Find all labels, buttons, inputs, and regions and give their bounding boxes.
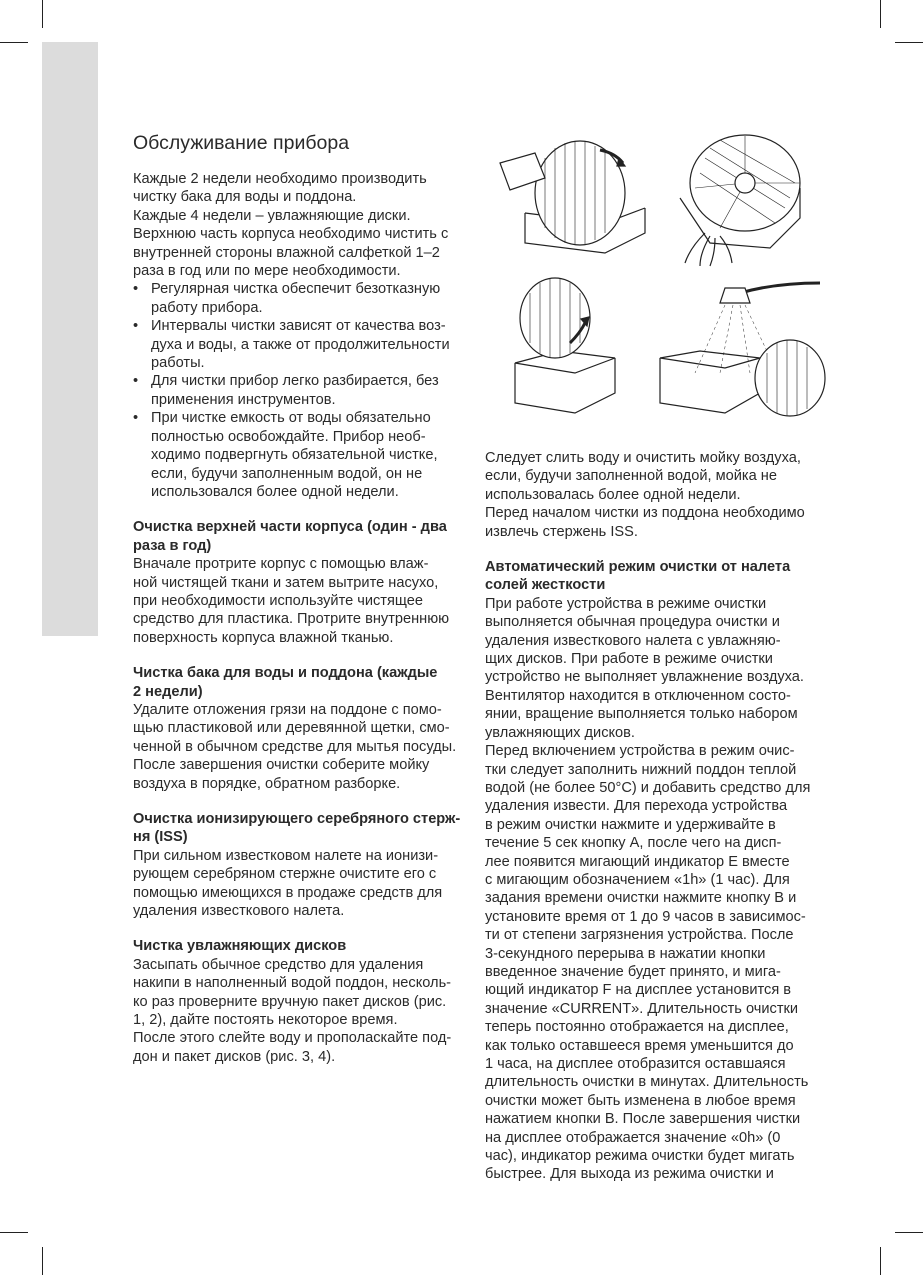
crop-mark — [895, 1232, 923, 1233]
text-line: После завершения очистки соберите мойку — [133, 757, 430, 774]
text-line: выполняется обычная процедура очистки и — [485, 614, 780, 631]
text-line: Следует слить воду и очистить мойку воздуха, — [485, 450, 801, 466]
text-line: быстрее. Для выхода из режима очистки и — [485, 1166, 774, 1183]
text-line: дон и пакет дисков (рис. 3, 4). — [133, 1048, 336, 1065]
text-line: 1, 2), дайте постоять некоторое время. — [133, 1012, 398, 1029]
text-line: Перед началом чистки из поддона необходимо — [485, 505, 805, 522]
text-line: раза в год или по мере необходимости. — [133, 263, 401, 280]
section-heading: Автоматический режим очистки от налета — [485, 559, 791, 576]
text-line: ко раз проверните вручную пакет дисков (рис. — [133, 993, 447, 1010]
section-heading: Очистка верхней части корпуса (один - два — [133, 519, 447, 536]
text-line: 1 часа, на дисплее отобразится оставшаяся — [485, 1056, 786, 1072]
text-line: удаления известкового налета. — [133, 903, 345, 920]
text-line: если, будучи заполненным водой, он не — [151, 465, 423, 482]
text-line: устройство не выполняет увлажнение воздуха. — [485, 669, 804, 686]
section-heading: Очистка ионизирующего серебряного стерж- — [133, 811, 461, 827]
text-line: использовалась более одной недели. — [485, 486, 741, 503]
text-line: работу прибора. — [151, 299, 263, 316]
text-line: Засыпать обычное средство для удаления — [133, 956, 424, 973]
text-line: Интервалы чистки зависят от качества воз- — [151, 318, 446, 335]
section-heading: ня (ISS) — [133, 829, 188, 846]
text-line: Каждые 2 недели необходимо производить — [133, 171, 427, 187]
text-line: извлечь стержень ISS. — [485, 523, 638, 540]
bullet-icon: • — [133, 373, 139, 390]
crop-mark — [42, 0, 43, 28]
figure-2-disc-draining — [660, 128, 830, 268]
page-title: Обслуживание прибора — [133, 132, 350, 154]
text-line: удаления известкового налета с увлажняю- — [485, 632, 781, 649]
left-column — [133, 131, 478, 1066]
text-line: ющий индикатор F на дисплее установится в — [485, 982, 792, 999]
text-line: При работе устройства в режиме очистки — [485, 595, 767, 612]
text-line: введенное значение будет принято, и мига- — [485, 963, 781, 980]
text-line: После этого слейте воду и прополаскайте под- — [133, 1030, 452, 1047]
crop-mark — [0, 1232, 28, 1233]
text-line: Для чистки прибор легко разбирается, без — [151, 373, 439, 390]
text-line: если, будучи заполненной водой, мойка не — [485, 468, 777, 485]
intro-paragraph — [133, 170, 478, 280]
text-line: полностью освобождайте. Прибор необ- — [151, 428, 426, 445]
text-line: при необходимости используйте чистящее — [133, 592, 423, 609]
text-line: задания времени очистки нажмите кнопку B и — [485, 890, 797, 907]
text-line: ходимо подвергнуть обязательной чистке, — [151, 447, 438, 464]
text-line: длительность очистки в минутах. Длительность — [485, 1074, 809, 1091]
text-line: Регулярная чистка обеспечит безотказную — [151, 281, 441, 298]
section-auto-descaling — [485, 558, 830, 1184]
text-line: лее появится мигающий индикатор E вместе — [485, 853, 790, 870]
text-line: Верхнюю часть корпуса необходимо чистить с — [133, 226, 449, 243]
text-line: водой (не более 50°C) и добавить средство для — [485, 779, 811, 796]
crop-mark — [42, 1247, 43, 1275]
section-top-housing — [133, 518, 478, 647]
text-line: ной чистящей ткани и затем вытрите насухо, — [133, 574, 439, 591]
text-line: воздуха в порядке, обратном разборке. — [133, 775, 401, 792]
text-line: При сильном известковом налете на ионизи- — [133, 847, 439, 864]
crop-mark — [880, 0, 881, 28]
text-line: Вентилятор находится в отключенном состо- — [485, 687, 791, 704]
section-iss-rod — [133, 810, 478, 920]
text-line: чистку бака для воды и поддона. — [133, 189, 357, 206]
section-water-tank — [133, 664, 478, 793]
section-heading: Чистка увлажняющих дисков — [133, 938, 347, 955]
text-line: 3-секундного перерыва в нажатии кнопки — [485, 945, 766, 962]
bullet-icon: • — [133, 410, 139, 427]
text-line: духа и воды, а также от продолжительности — [151, 336, 450, 353]
text-line: тки следует заполнить нижний поддон теплой — [485, 761, 797, 778]
bullet-icon: • — [133, 318, 139, 335]
text-line: в режим очистки нажмите и удерживайте в — [485, 816, 776, 833]
text-line: помощью имеющихся в продаже средств для — [133, 884, 443, 901]
text-line: нажатием кнопки B. После завершения чистки — [485, 1111, 801, 1128]
crop-mark — [895, 42, 923, 43]
figure-4-rinsing — [655, 273, 830, 423]
text-line: с мигающим обозначением «1h» (1 час). Для — [485, 871, 790, 888]
text-line: очистки может быть изменена в любое время — [485, 1092, 796, 1109]
crop-mark — [0, 42, 28, 43]
text-line: внутренней стороны влажной салфеткой 1–2 — [133, 244, 440, 261]
text-line: течение 5 сек кнопку A, после чего на дисп- — [485, 835, 782, 852]
bullet-item — [133, 280, 478, 317]
text-line: на дисплее отображается значение «0h» (0 — [485, 1129, 781, 1146]
section-heading: раза в год) — [133, 537, 212, 554]
cleaning-illustrations — [485, 128, 830, 423]
text-line: Перед включением устройства в режим очис- — [485, 743, 795, 760]
bullet-item — [133, 409, 478, 501]
text-line: Удалите отложения грязи на поддоне с помо- — [133, 701, 442, 718]
text-line: теперь постоянно отображается на дисплее, — [485, 1019, 789, 1036]
text-line: значение «CURRENT». Длительность очистки — [485, 1000, 799, 1017]
bullet-item — [133, 372, 478, 409]
section-heading: 2 недели) — [133, 683, 203, 700]
section-heading: Чистка бака для воды и поддона (каждые — [133, 665, 438, 682]
text-line: янии, вращение выполняется только набором — [485, 706, 798, 723]
text-line: средство для пластика. Протрите внутреннюю — [133, 611, 450, 628]
text-line: час), индикатор режима очистки будет мигать — [485, 1148, 795, 1165]
figure-3-disc-removal — [485, 273, 655, 423]
text-line: увлажняющих дисков. — [485, 724, 635, 741]
text-line: щью пластиковой или деревянной щетки, смо- — [133, 720, 450, 737]
text-line: установите время от 1 до 9 часов в зависимос- — [485, 908, 806, 925]
text-line: удаления извести. Для перехода устройства — [485, 798, 788, 815]
bullet-icon: • — [133, 281, 139, 298]
text-line: поверхность корпуса влажной тканью. — [133, 629, 394, 646]
text-line: ти от степени загрязнения устройства. После — [485, 927, 794, 944]
text-line: При чистке емкость от воды обязательно — [151, 410, 431, 427]
right-column — [485, 449, 830, 1184]
text-line: ченной в обычном средстве для мытья посуды. — [133, 738, 457, 755]
intro-paragraph — [485, 449, 830, 541]
text-line: применения инструментов. — [151, 391, 336, 408]
text-line: накипи в наполненный водой поддон, несколь- — [133, 975, 452, 992]
crop-mark — [880, 1247, 881, 1275]
section-discs — [133, 937, 478, 1066]
text-line: Вначале протрите корпус с помощью влаж- — [133, 556, 429, 573]
text-line: щих дисков. При работе в режиме очистки — [485, 651, 773, 668]
bullet-item — [133, 317, 478, 372]
figure-1-disc-rotation — [485, 128, 655, 268]
text-line: как только оставшееся время уменьшится до — [485, 1037, 794, 1054]
text-line: Каждые 4 недели – увлажняющие диски. — [133, 207, 411, 224]
text-line: использовался более одной недели. — [151, 483, 399, 500]
text-line: рующем серебряном стержне очистите его с — [133, 866, 437, 883]
section-tab-marker — [42, 42, 98, 636]
text-line: работы. — [151, 355, 205, 372]
section-heading: солей жесткости — [485, 577, 606, 594]
